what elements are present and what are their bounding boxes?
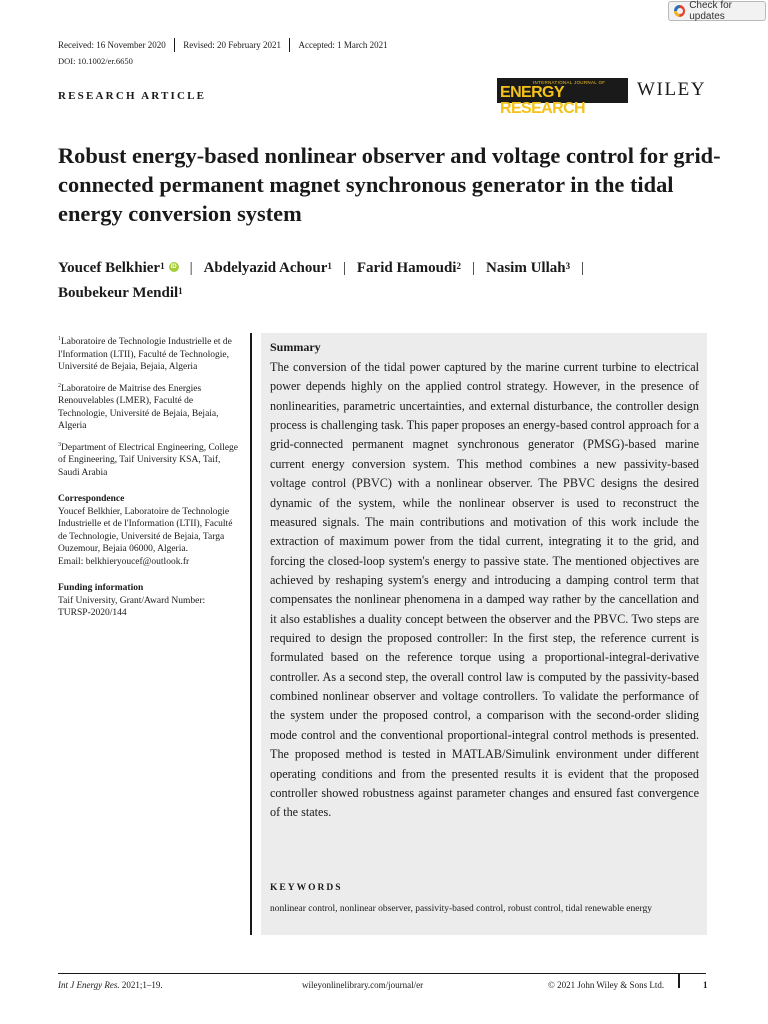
- footer-url[interactable]: wileyonlinelibrary.com/journal/er: [302, 980, 424, 990]
- author-name[interactable]: Abdelyazid Achour: [203, 260, 328, 276]
- keywords-heading: KEYWORDS: [270, 883, 343, 893]
- author-name[interactable]: Nasim Ullah: [486, 260, 566, 276]
- author-name[interactable]: Boubekeur Mendil: [58, 285, 179, 301]
- author-separator: |: [342, 260, 346, 276]
- revised-date: Revised: 20 February 2021: [183, 40, 281, 50]
- footer-divider: [678, 974, 680, 988]
- footer-pages: 2021;1–19.: [121, 980, 163, 990]
- orcid-icon[interactable]: iD: [170, 263, 177, 270]
- journal-logo-big: ENERGY RESEARCH: [500, 84, 585, 117]
- summary-heading: Summary: [270, 340, 321, 354]
- affiliation-text: Laboratoire de Maitrise des Energies Renouvelables (LMER), Faculté de Technologie, Université de Bejaia, Bejaia, Algeria: [58, 383, 219, 432]
- article-history: [58, 38, 396, 52]
- footer-journal: Int J Energy Res.: [58, 980, 120, 990]
- keywords-text: nonlinear control, nonlinear observer, passivity-based control, robust control, tidal renewable energy: [270, 904, 652, 914]
- affiliation-number: 3: [58, 441, 61, 448]
- author-list: [58, 256, 738, 306]
- page-number: 1: [703, 980, 708, 990]
- check-for-updates-button[interactable]: [668, 1, 766, 21]
- article-title: Robust energy-based nonlinear observer and voltage control for grid-connected permanent magnet synchronous generator in the tidal energy conversion system: [58, 143, 721, 226]
- check-for-updates-label: Check for updates: [689, 0, 732, 22]
- author-affiliation: 2: [456, 261, 461, 271]
- front-matter-sidebar: [58, 333, 240, 620]
- affiliation: [58, 439, 240, 480]
- correspondence-text: Youcef Belkhier, Laboratoire de Technologie Industrielle et de l'Information (LTII), Faculté de Technologie, Université de Bejaia, Targa Ouzemour, Bejaia 06000, Algeria.: [58, 506, 233, 555]
- funding-text: Taif University, Grant/Award Number: TURSP-2020/144: [58, 595, 206, 619]
- funding-heading: Funding information: [58, 583, 144, 594]
- affiliation-text: Department of Electrical Engineering, College of Engineering, Taif University KSA, Taif, Saudi Arabia: [58, 442, 238, 478]
- footer-citation: [58, 980, 163, 990]
- affiliation-number: 1: [58, 336, 61, 342]
- author-separator: |: [189, 260, 193, 276]
- journal-logo-small: INTERNATIONAL JOURNAL OF: [533, 80, 606, 85]
- journal-logo: [497, 78, 628, 117]
- affiliation: [58, 333, 240, 374]
- footer-copyright: © 2021 John Wiley & Sons Ltd.: [548, 980, 665, 990]
- affiliation-number: 2: [58, 382, 61, 389]
- publisher-logo: WILEY: [637, 79, 707, 100]
- affiliation: [58, 380, 240, 433]
- summary-text: The conversion of the tidal power captured by the marine current turbine to electrical power depends highly on the applied control strategy. However, in the presence of nonlinearities, parametric uncertainties, and external disturbance, the controller design process is challenging task. This paper proposes an energy-based control approach for a grid-connected permanent magnet synchronous generator (PMSG)-based marine current energy conversion system. This method combines a new passivity-based voltage control (PBVC) with a nonlinear observer. The PBVC designs the desired dynamic of the system, while the nonlinear observer is used to reconstruct the measured signals. The main contributions and motivation of this work include the extraction of maximum power from the tidal current, integrating it to the grid, and forcing the closed-loop system's energy to passive state. The mentioned objectives are achieved by reshaping system's energy and introducing a damping control term that compensates the nonlinear phenomena in a damped way rather by the cancellation and it also establishes a duality concept between the observer and the PBVC. Two steps are required to design the proposed controller: In the first step, the reference current is formulated based on the reference torque using a proportional-integral-derivative controller. As a second step, the overall control law is computed by the passivity-based combined nonlinear observer and voltage controllers. To validate the performance of the system under the proposed control, a comparison with the second-order sliding mode control and the conventional proportional-integral control methods is presented. The proposed method is tested in MATLAB/Simulink environment under different operating conditions and from the presented results it is evident that the proposed controller showed robustness against parameter changes and ensured fast convergence of the states.: [270, 360, 699, 820]
- received-date: Received: 16 November 2020: [58, 40, 166, 50]
- footer-rule: [58, 973, 706, 974]
- crossmark-icon: [674, 5, 685, 17]
- article-type: RESEARCH ARTICLE: [58, 90, 207, 102]
- accepted-date: Accepted: 1 March 2021: [298, 40, 388, 50]
- author-affiliation: 1: [327, 261, 332, 271]
- correspondence-heading: Correspondence: [58, 494, 125, 505]
- author-affiliation: 1: [178, 286, 183, 296]
- affiliation-text: Laboratoire de Technologie Industrielle et de l'Information (LTII), Faculté de Technologie, Université de Bejaia, Bejaia, Algeria: [58, 337, 232, 373]
- author-separator: |: [581, 260, 585, 276]
- author-affiliation: 1: [160, 261, 165, 271]
- column-divider: [250, 333, 252, 935]
- author-name[interactable]: Youcef Belkhier: [58, 260, 161, 276]
- correspondence-email[interactable]: Email: belkhieryoucef@outlook.fr: [58, 556, 190, 567]
- author-affiliation: 3: [565, 261, 571, 271]
- author-separator: |: [471, 260, 475, 276]
- doi[interactable]: DOI: 10.1002/er.6650: [58, 56, 133, 66]
- author-name[interactable]: Farid Hamoudi: [356, 260, 457, 276]
